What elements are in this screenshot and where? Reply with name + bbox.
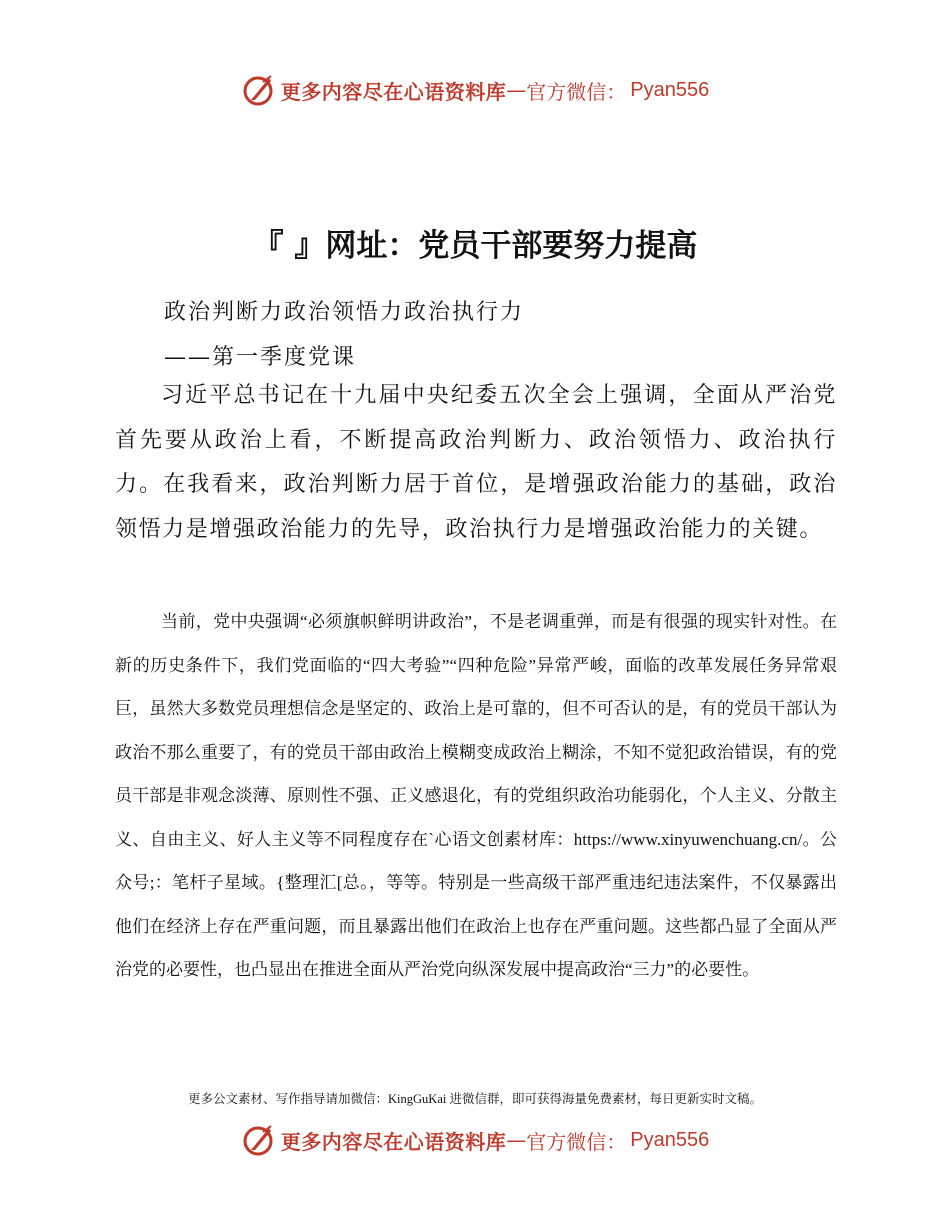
footer-banner [0,1120,950,1160]
banner-wechat-label: 官方微信： [526,1129,627,1154]
banner-dash: — [506,78,527,102]
header-banner [0,70,950,110]
banner-wechat-label: 官方微信： [526,79,627,104]
banner-dash: — [506,1128,527,1152]
footer-note: 更多公文素材、写作指导请加微信：KingGuKai 进微信群，即可获得海量免费素材，每日更新实时文稿。 [188,1092,762,1106]
banner-wechat-id: Pyan556 [630,1128,710,1151]
banner-brand-text: 更多内容尽在心语资料库 [280,79,507,104]
banner-wechat-id: Pyan556 [630,78,710,101]
document-subtitle-line-1: 政治判断力政治领悟力政治执行力 [164,300,525,325]
lead-paragraph: 习近平总书记在十九届中央纪委五次全会上强调，全面从严治党首先要从政治上看，不断提高政治判断力、政治领悟力、政治执行力。在我看来，政治判断力居于首位，是增强政治能力的基础，政治领悟力是增强政治能力的先导，政治执行力是增强政治能力的关键。 [115,383,837,542]
feather-pen-logo-icon [241,72,277,108]
feather-pen-logo-icon [241,1122,277,1158]
document-title: 『 』网址：党员干部要努力提高 [252,228,698,264]
document-subtitle-line-2: ——第一季度党课 [164,345,357,370]
banner-brand-text: 更多内容尽在心语资料库 [280,1129,507,1154]
body-paragraph: 当前，党中央强调“必须旗帜鲜明讲政治”，不是老调重弹，而是有很强的现实针对性。在新的历史条件下，我们党面临的“四大考验”“四种危险”异常严峻，面临的改革发展任务异常艰巨，虽然大多数党员理想信念是坚定的、政治上是可靠的，但不可否认的是，有的党员干部认为政治不那么重要了，有的党员干部由政治上模糊变成政治上糊涂，不知不觉犯政治错误，有的党员干部是非观念淡薄、原则性不强、正义感退化，有的党组织政治功能弱化，个人主义、分散主义、自由主义、好人主义等不同程度存在`心语文创素材库：https://www.xinyuwenchuang.cn/。公众号;：笔杆子星域。{整理汇[总。，等等。特别是一些高级干部严重违纪违法案件，不仅暴露出他们在经济上存在严重问题，而且暴露出他们在政治上也存在严重问题。这些都凸显了全面从严治党的必要性，也凸显出在推进全面从严治党向纵深发展中提高政治“三力”的必要性。 [115,612,837,979]
